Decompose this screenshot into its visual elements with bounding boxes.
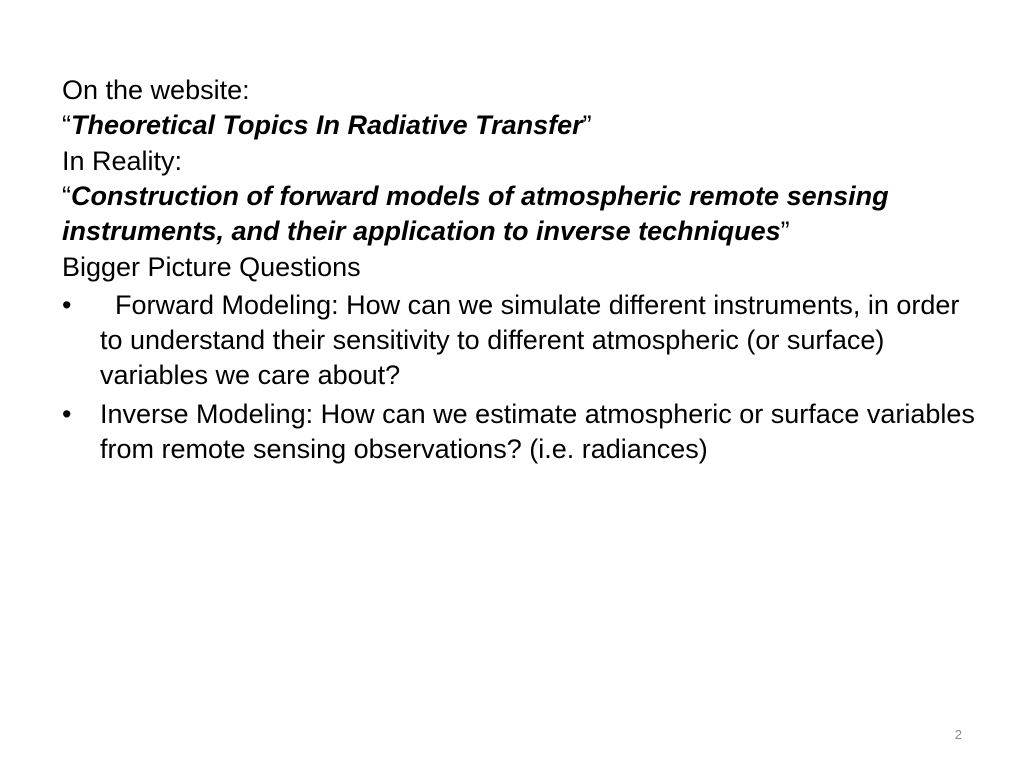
website-title: Theoretical Topics In Radiative Transfer — [71, 110, 583, 140]
close-quote: ” — [780, 216, 790, 246]
list-item — [62, 397, 982, 467]
page-number: 2 — [954, 727, 962, 742]
website-title-quote — [62, 108, 982, 143]
bullet-text-forward-modeling: Forward Modeling: How can we simulate different instruments, in order to understand their sensitivity to different atmospheric (or surface) variables we care about? — [100, 290, 967, 390]
bullet-icon: • — [62, 399, 72, 429]
reality-quote — [62, 179, 982, 249]
list-item — [62, 288, 982, 393]
questions-heading: Bigger Picture Questions — [62, 252, 361, 282]
reality-quote-text: Construction of forward models of atmospheric remote sensing instruments, and their application to inverse techniques — [62, 181, 889, 246]
close-quote: ” — [582, 110, 592, 140]
questions-list — [62, 288, 982, 467]
bullet-text-inverse-modeling: Inverse Modeling: How can we estimate atmospheric or surface variables from remote sensing observations? (i.e. radiances) — [100, 399, 975, 464]
slide-content — [62, 72, 982, 471]
bullet-icon: • — [62, 290, 72, 320]
reality-heading: In Reality: — [62, 146, 183, 176]
website-heading: On the website: — [62, 75, 250, 105]
open-quote: “ — [62, 181, 71, 211]
open-quote: “ — [62, 110, 71, 140]
